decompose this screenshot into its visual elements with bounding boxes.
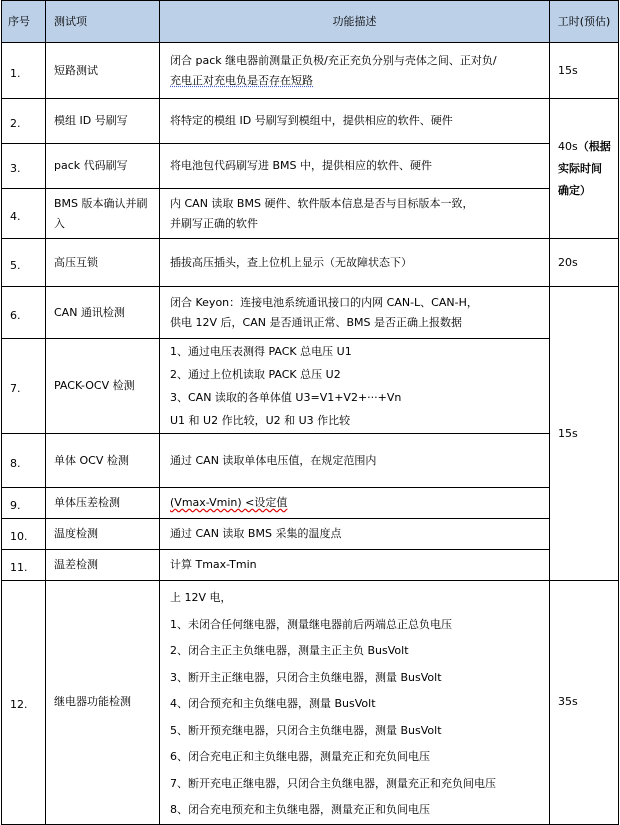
row-description: 将电池包代码刷写进 BMS 中，提供相应的软件、硬件 <box>160 144 550 189</box>
row-index: 1. <box>2 43 46 99</box>
row-item: 继电器功能检测 <box>46 581 160 825</box>
row-description: 通过 CAN 读取 BMS 采集的温度点 <box>160 519 550 550</box>
table-row <box>2 239 619 287</box>
row-description <box>160 43 550 99</box>
time-note: （根据 <box>577 139 611 153</box>
row-index: 8. <box>2 434 46 488</box>
desc-line: 2、通过上位机读取 PACK 总压 U2 <box>170 368 341 381</box>
row-item: 温度检测 <box>46 519 160 550</box>
row-index: 12. <box>2 581 46 825</box>
table-row <box>2 488 619 519</box>
time-note: 实际时间 <box>558 161 602 175</box>
desc-line: 8、闭合充电预充和主负继电器，测量充正和负间电压 <box>170 803 430 816</box>
row-time-merged <box>550 99 619 239</box>
table-row <box>2 189 619 239</box>
desc-line: 充电正对充电负是否存在短路 <box>170 73 313 87</box>
table-row <box>2 43 619 99</box>
desc-line: 上 12V 电， <box>170 591 232 604</box>
row-index: 6. <box>2 287 46 339</box>
desc-line: (Vmax-Vmin) <设定值 <box>170 496 288 509</box>
row-item: PACK-OCV 检测 <box>46 339 160 434</box>
desc-line: 2、闭合主正主负继电器，测量主正主负 BusVolt <box>170 644 409 657</box>
row-time-merged: 15s <box>550 287 619 581</box>
desc-line: 供电 12V 后，CAN 是否通讯正常、BMS 是否正确上报数据 <box>170 315 462 329</box>
table-row <box>2 339 619 434</box>
header-description: 功能描述 <box>160 1 550 43</box>
desc-line: U1 和 U2 作比较，U2 和 U3 作比较 <box>170 414 351 427</box>
row-index: 5. <box>2 239 46 287</box>
desc-line: 5、断开预充继电器，只闭合主负继电器，测量 BusVolt <box>170 723 442 737</box>
test-spec-table <box>1 0 619 825</box>
row-item: CAN 通讯检测 <box>46 287 160 339</box>
row-index: 9. <box>2 488 46 519</box>
desc-line: 3、断开主正继电器，只闭合主负继电器，测量 BusVolt <box>170 670 442 684</box>
time-note: 确定） <box>558 183 591 197</box>
desc-line: 1、未闭合任何继电器，测量继电器前后两端总正总负电压 <box>170 617 452 631</box>
row-description: 计算 Tmax-Tmin <box>160 550 550 581</box>
desc-line: 并刷写正确的软件 <box>170 216 258 230</box>
table-row <box>2 99 619 144</box>
table-row <box>2 434 619 488</box>
row-index: 3. <box>2 144 46 189</box>
row-description <box>160 189 550 239</box>
header-time: 工时(预估) <box>550 1 619 43</box>
table-row <box>2 519 619 550</box>
row-item <box>46 189 160 239</box>
row-description <box>160 488 550 519</box>
table-row <box>2 581 619 825</box>
desc-line: 4、闭合预充和主负继电器，测量 BusVolt <box>170 697 376 710</box>
row-item: 温差检测 <box>46 550 160 581</box>
time-value: 40s <box>558 139 578 153</box>
row-description: 将特定的模组 ID 号刷写到模组中，提供相应的软件、硬件 <box>160 99 550 144</box>
desc-line: 7、断开充电正继电器，只闭合主负继电器，测量充正和充负间电压 <box>170 776 496 790</box>
row-description <box>160 287 550 339</box>
table-row <box>2 144 619 189</box>
row-time: 15s <box>550 43 619 99</box>
item-line: 入 <box>54 216 65 230</box>
table-row <box>2 550 619 581</box>
desc-line: 内 CAN 读取 BMS 硬件、软件版本信息是否与目标版本一致， <box>170 196 474 210</box>
row-item: 单体压差检测 <box>46 488 160 519</box>
row-item: pack 代码刷写 <box>46 144 160 189</box>
row-index: 2. <box>2 99 46 144</box>
row-index: 7. <box>2 339 46 434</box>
desc-line: 闭合 Keyon：连接电池系统通讯接口的内网 CAN-L、CAN-H， <box>170 295 478 309</box>
row-index: 10. <box>2 519 46 550</box>
row-item: 单体 OCV 检测 <box>46 434 160 488</box>
row-time: 20s <box>550 239 619 287</box>
item-line: BMS 版本确认并刷 <box>54 196 148 210</box>
row-item: 高压互锁 <box>46 239 160 287</box>
row-time: 35s <box>550 581 619 825</box>
row-description: 插拔高压插头，查上位机上显示（无故障状态下） <box>160 239 550 287</box>
row-index: 4. <box>2 189 46 239</box>
desc-line: 闭合 pack 继电器前测量正负极/充正充负分别与壳体之间、正对负/ <box>170 53 497 67</box>
header-item: 测试项 <box>46 1 160 43</box>
table-row <box>2 287 619 339</box>
desc-line: 6、闭合充电正和主负继电器，测量充正和充负间电压 <box>170 750 430 763</box>
header-index: 序号 <box>2 1 46 43</box>
header-row <box>2 1 619 43</box>
row-index: 11. <box>2 550 46 581</box>
desc-line: 3、CAN 读取的各单体值 U3=V1+V2+···+Vn <box>170 391 402 404</box>
row-description: 通过 CAN 读取单体电压值，在规定范围内 <box>160 434 550 488</box>
row-item: 模组 ID 号刷写 <box>46 99 160 144</box>
row-description <box>160 339 550 434</box>
desc-line: 1、通过电压表测得 PACK 总电压 U1 <box>170 345 352 358</box>
row-item: 短路测试 <box>46 43 160 99</box>
row-description <box>160 581 550 825</box>
